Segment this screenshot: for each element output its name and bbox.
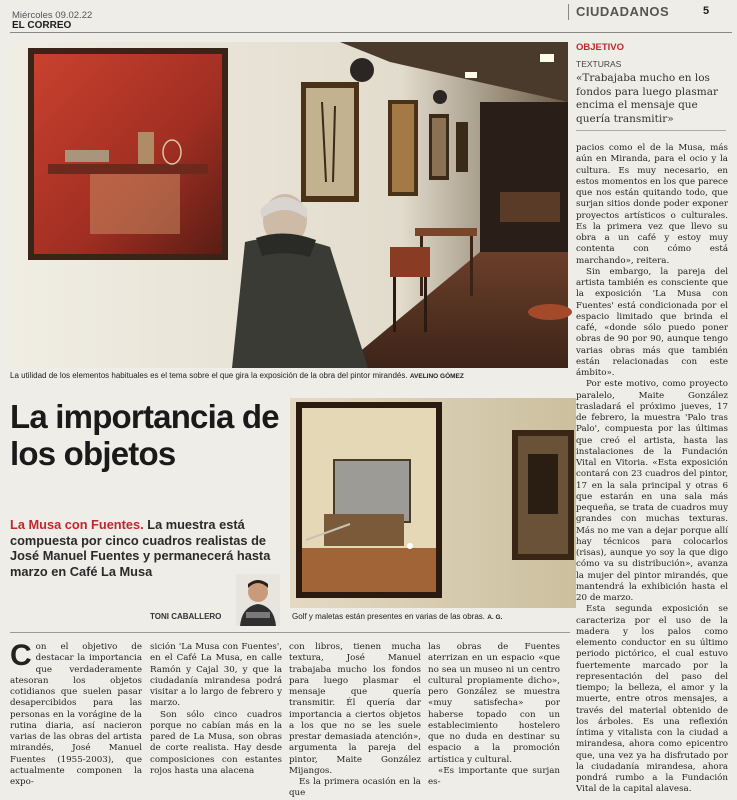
author-avatar — [236, 574, 280, 626]
sidebar-rule — [576, 130, 726, 131]
deck — [10, 517, 280, 579]
body-paragraph: pacios como el de la Musa, más aún en Miranda, para el ocio y la cultura. Es muy necesario, en estos momentos en los que parece que nos están quitando todo, que surjan sitios donde poder exponer proyectos artísticos o culturales. Es la primera vez que llevo su obra a un café y estoy muy contenta con cómo está marchando», reitera. — [576, 143, 728, 266]
gallery-photo — [10, 42, 568, 368]
body-column-3 — [289, 642, 421, 800]
body-column-4 — [428, 642, 560, 788]
body-paragraph: Sin embargo, la pareja del artista también es consciente que la exposición 'La Musa con Fuentes' está condicionada por el espacio limitado que brinda el café, «donde sólo puedo poner obras de 90 por 90, aunque tengo varias obras más que también están relacionadas con este ámbito». — [576, 266, 728, 378]
header-separator — [568, 4, 569, 20]
photo1-caption-text: La utilidad de los elementos habituales es el tema sobre el que gira la exposición de la obra del pintor mirandés. — [10, 371, 408, 380]
body-paragraph: sición 'La Musa con Fuentes', en el Café La Musa, en calle Ramón y Cajal 30, y que la ciudadanía mirandesa podrá visitar a lo largo de febrero y marzo. — [150, 642, 282, 709]
gallery-photo-illustration — [10, 42, 568, 368]
paintings-photo-illustration — [290, 398, 576, 608]
byline: TONI CABALLERO — [150, 612, 222, 621]
body-paragraph: Por este motivo, como proyecto paralelo, Maite González trasladará el próximo jueves, 17 de febrero, la muestra 'Palo tras Palo', compuesta por las últimas que creó el artista, hasta las instalaciones de la Fundación Vital en Vitoria. «Esta exposición contará con 23 cuadros del pintor, 17 en la sala principal y otras 6 que estarán en una sala más pequeña, se trata de cuadros muy grandes con muchas texturas. Más no me van a dejar porque allí hay técnicos para colocarlos (risas), aunque yo soy la que digo cómo va su distribución», avanza la mujer del pintor mirandés, que mantendrá la exhibición hasta el 20 de marzo. — [576, 379, 728, 603]
sidebar-subhead: TEXTURAS — [576, 59, 622, 69]
page-number: 5 — [703, 5, 710, 17]
body-paragraph: Son sólo cinco cuadros porque no cabían más en la pared de La Musa, son obras de corte realista. Hay desde composiciones con estantes rojos hasta una alacena — [150, 709, 282, 776]
photo2-caption-text: Golf y maletas están presentes en varias de las obras. — [292, 612, 485, 621]
body-column-1 — [10, 639, 142, 788]
avatar-illustration — [236, 574, 280, 626]
header-rule — [10, 32, 732, 33]
body-paragraph-text: on el objetivo de destacar la importancia que verdaderamente atesoran los objetos cotidianos que suelen pasar desapercibidos para las personas en la vorágine de la rutina diaria, así nacieron varias de las obras del artista mirandés, José Manuel Fuentes (1955-2003), que actualmente componen la expo- — [10, 642, 142, 787]
issue-date: Miércoles 09.02.22 — [12, 10, 93, 21]
deck-text: La muestra está compuesta por cinco cuadros realistas de José Manuel Fuentes y permanecerá hasta marzo en Café La Musa — [10, 517, 271, 579]
body-column-right — [576, 143, 728, 796]
body-paragraph: Es la primera ocasión en la que — [289, 777, 421, 799]
photo2-caption — [292, 612, 502, 621]
photo1-caption — [10, 371, 570, 380]
body-paragraph: las obras de Fuentes aterrizan en un espacio «que no sea un museo ni un centro cultural propiamente dicho», pero González se muestra «muy satisfecha» por haberse topado con un establecimiento hostelero que no duda en destinar su espacio a la promoción artística y cultural. — [428, 642, 560, 765]
deck-lead: La Musa con Fuentes. — [10, 517, 144, 532]
body-paragraph: «Es importante que surjan es- — [428, 765, 560, 787]
sidebar-label: OBJETIVO — [576, 42, 625, 53]
section-title: CIUDADANOS — [576, 4, 670, 19]
body-paragraph — [10, 639, 142, 788]
paintings-photo — [290, 398, 576, 608]
body-column-2 — [150, 642, 282, 777]
photo1-credit: AVELINO GÓMEZ — [409, 373, 464, 380]
photo2-credit: A. G. — [487, 614, 503, 621]
body-paragraph: Esta segunda exposición se caracteriza por el uso de la madera y los palos como elemento conductor en su último periodo pictórico, el cual estuvo fuertemente marcado por la representación del paso del tiempo; la belleza, el amor y la muerte, entre otros mensajes, a través del material obtenido de los árboles. Es una reflexión íntima y vitalista con la ciudad a mirandesa, ahora como epicentro que, una vez ya ha disfrutado por la ciudadanía mirandesa, ahora pondrá rumbo a la Fundación Vital de la capital alavesa. — [576, 604, 728, 795]
body-rule — [10, 632, 570, 633]
headline: La importancia de los objetos — [10, 398, 279, 472]
body-paragraph: con libros, tienen mucha textura, José Manuel trabajaba mucho los fondos para luego plasmar el mensaje que quería transmitir. Él quería dar importancia a ciertos objetos a los que no se les suele prestar demasiada atención», argumenta la pareja del pintor, Maite González Mijangos. — [289, 642, 421, 776]
pull-quote: «Trabajaba mucho en los fondos para luego plasmar encima el mensaje que quería transmitir» — [576, 72, 719, 125]
publication-name: EL CORREO — [12, 20, 72, 31]
dropcap: C — [10, 639, 32, 672]
